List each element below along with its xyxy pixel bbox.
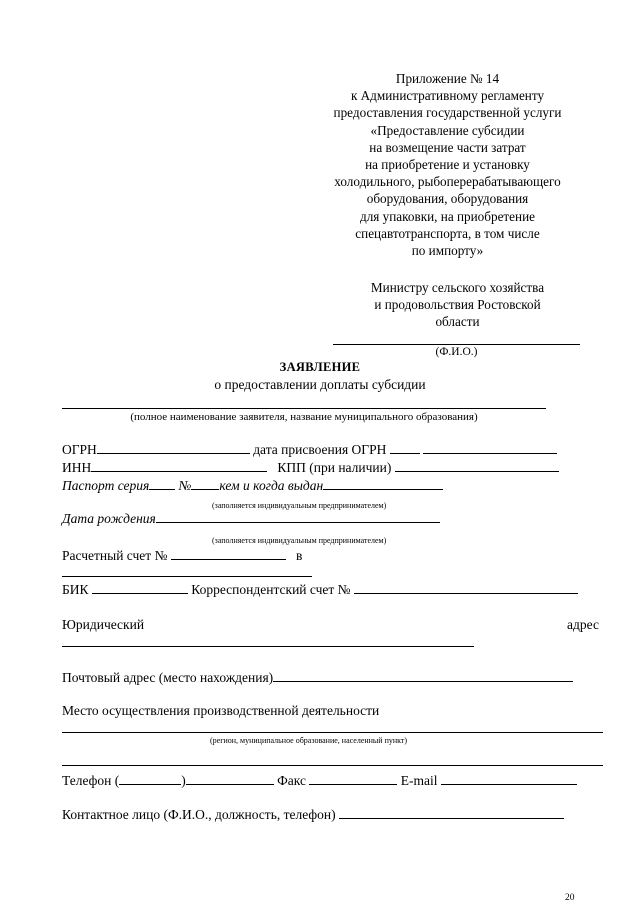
phone-label: Телефон ( bbox=[62, 773, 120, 788]
bik-label: БИК bbox=[62, 582, 89, 597]
phone-field[interactable] bbox=[186, 772, 274, 785]
fax-label: Факс bbox=[277, 773, 306, 788]
appendix-line: для упаковки, на приобретение bbox=[359, 208, 536, 224]
appendix-header bbox=[300, 70, 595, 259]
corr-account-label: Корреспондентский счет № bbox=[191, 582, 351, 597]
ip-note-1: (заполняется индивидуальным предпринимателем) bbox=[212, 501, 387, 510]
appendix-line: на приобретение и установку bbox=[365, 157, 530, 173]
legal-address-label: адрес bbox=[567, 617, 599, 632]
account-row bbox=[62, 547, 302, 564]
corr-account-field[interactable] bbox=[354, 581, 578, 594]
legal-label: Юридический bbox=[62, 617, 145, 632]
passport-number-field[interactable] bbox=[191, 477, 219, 490]
fax-field[interactable] bbox=[309, 772, 397, 785]
appendix-line: оборудования, оборудования bbox=[366, 191, 529, 207]
appendix-line: по импорту» bbox=[411, 243, 484, 259]
ogrn-label: ОГРН bbox=[62, 442, 97, 457]
document-subtitle: о предоставлении доплаты субсидии bbox=[214, 377, 426, 392]
email-label: E-mail bbox=[400, 773, 438, 788]
kpp-label: КПП (при наличии) bbox=[277, 460, 392, 475]
addressee-line: Министру сельского хозяйства bbox=[370, 280, 545, 295]
passport-series-field[interactable] bbox=[149, 477, 175, 490]
contacts-row bbox=[62, 772, 577, 789]
passport-issued-label: кем и когда выдан bbox=[219, 478, 324, 493]
ip-note-2: (заполняется индивидуальным предпринимателем) bbox=[212, 536, 387, 545]
inn-label: ИНН bbox=[62, 460, 92, 475]
birth-date-row bbox=[62, 510, 440, 527]
addressee-block bbox=[330, 279, 585, 331]
activity-label: Место осуществления производственной деятельности bbox=[62, 703, 380, 718]
activity-line[interactable] bbox=[62, 732, 603, 733]
addressee-line: области bbox=[435, 314, 480, 330]
appendix-line: на возмещение части затрат bbox=[369, 139, 526, 155]
account-label: Расчетный счет № bbox=[62, 548, 168, 563]
contact-person-row bbox=[62, 806, 564, 823]
account-field[interactable] bbox=[171, 547, 286, 560]
contact-field[interactable] bbox=[339, 806, 564, 819]
inn-field[interactable] bbox=[91, 459, 267, 472]
appendix-line: спецавтотранспорта, в том числе bbox=[355, 225, 540, 241]
minister-fio-line[interactable] bbox=[333, 344, 580, 345]
postal-row bbox=[62, 669, 573, 686]
region-caption: (регион, муниципальное образование, населенный пункт) bbox=[210, 736, 408, 745]
applicant-caption: (полное наименование заявителя, название муниципального образования) bbox=[130, 411, 478, 423]
birth-date-label: Дата рождения bbox=[62, 511, 156, 526]
page-number: 20 bbox=[565, 893, 575, 903]
appendix-line: Приложение № 14 bbox=[395, 71, 500, 86]
phone-close-label: ) bbox=[181, 773, 186, 788]
ogrn-date-field[interactable] bbox=[423, 441, 557, 454]
email-field[interactable] bbox=[441, 772, 577, 785]
passport-number-label: № bbox=[178, 478, 192, 493]
applicant-name-line[interactable] bbox=[62, 408, 546, 409]
inn-row bbox=[62, 459, 559, 476]
legal-address-line[interactable] bbox=[62, 646, 474, 647]
ogrn-row bbox=[62, 441, 557, 458]
phone-code-field[interactable] bbox=[119, 772, 181, 785]
addressee-line: и продовольствия Ростовской bbox=[374, 297, 541, 313]
bank-name-line[interactable] bbox=[62, 576, 312, 577]
bik-field[interactable] bbox=[92, 581, 188, 594]
ogrn-date-day-field[interactable] bbox=[390, 441, 420, 454]
birth-date-field[interactable] bbox=[156, 510, 440, 523]
bik-row bbox=[62, 581, 578, 598]
kpp-field[interactable] bbox=[395, 459, 559, 472]
passport-issued-field[interactable] bbox=[323, 477, 443, 490]
appendix-line: к Административному регламенту bbox=[350, 88, 545, 104]
contact-label: Контактное лицо (Ф.И.О., должность, телефон) bbox=[62, 807, 336, 822]
passport-series-label: Паспорт серия bbox=[62, 478, 150, 493]
account-in-label: в bbox=[295, 548, 303, 563]
postal-label: Почтовый адрес (место нахождения) bbox=[62, 670, 274, 685]
activity-line-2[interactable] bbox=[62, 765, 603, 766]
appendix-line: «Предоставление субсидии bbox=[370, 122, 525, 138]
fio-caption: (Ф.И.О.) bbox=[435, 346, 478, 358]
document-title: ЗАЯВЛЕНИЕ bbox=[279, 360, 361, 374]
passport-row bbox=[62, 477, 443, 494]
appendix-line: предоставления государственной услуги bbox=[333, 105, 562, 121]
postal-field[interactable] bbox=[273, 669, 573, 682]
ogrn-date-label: дата присвоения ОГРН bbox=[253, 442, 387, 457]
ogrn-field[interactable] bbox=[97, 441, 250, 454]
appendix-line: холодильного, рыбоперерабатывающего bbox=[334, 174, 561, 190]
